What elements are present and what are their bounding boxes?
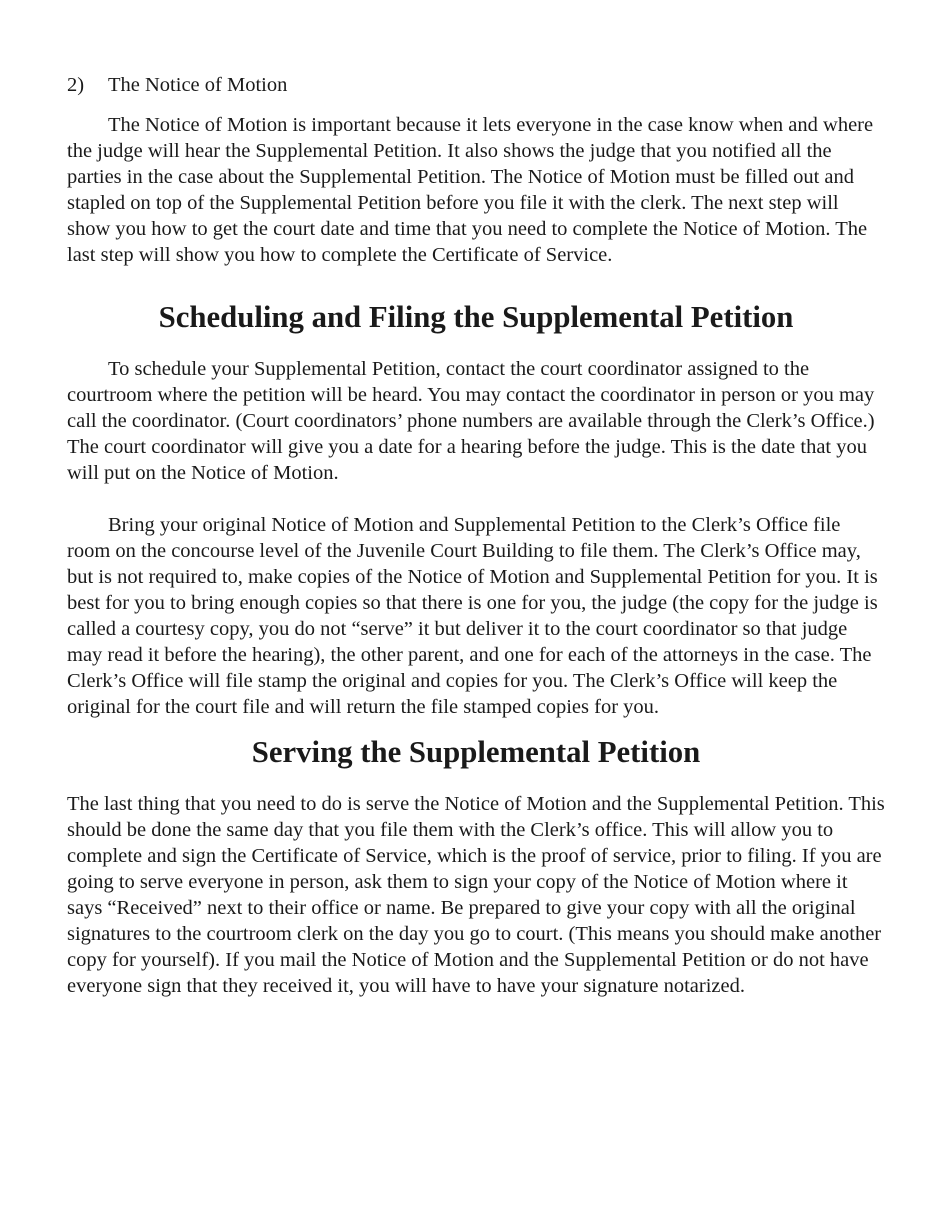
- scheduling-heading: Scheduling and Filing the Supplemental Petition: [158, 300, 794, 334]
- scheduling-paragraph: To schedule your Supplemental Petition, contact the court coordinator assigned to the courtroom where the petition will be heard. You may contact the coordinator in person or you may call the coordinator. (Court coordinators’ phone numbers are available through the Clerk’s Office.) The court coordinator will give you a date for a hearing before the judge. This is the date that you will put on the Notice of Motion.: [67, 358, 875, 484]
- item-number: 2): [67, 74, 85, 96]
- item-heading: [67, 72, 885, 98]
- serving-heading: Serving the Supplemental Petition: [251, 735, 701, 769]
- item-title: The Notice of Motion: [108, 74, 288, 96]
- filing-paragraph: Bring your original Notice of Motion and Supplemental Petition to the Clerk’s Office file room on the concourse level of the Juvenile Court Building to file them. The Clerk’s Office may, but is not required to, make copies of the Notice of Motion and Supplemental Petition for you. It is best for you to bring enough copies so that there is one for you, the judge (the copy for the judge is called a courtesy copy, you do not “serve” it but deliver it to the court coordinator so that judge may read it before the hearing), the other parent, and one for each of the attorneys in the case. The Clerk’s Office will file stamp the original and copies for you. The Clerk’s Office will keep the original for the court file and will return the file stamped copies for you.: [67, 514, 878, 718]
- serving-paragraph: The last thing that you need to do is serve the Notice of Motion and the Supplemental Petition. This should be done the same day that you file them with the Clerk’s office. This will allow you to complete and sign the Certificate of Service, which is the proof of service, prior to filing. If you are going to serve everyone in person, ask them to sign your copy of the Notice of Motion where it says “Received” next to their office or name. Be prepared to give your copy with all the original signatures to the courtroom clerk on the day you go to court. (This means you should make another copy for yourself). If you mail the Notice of Motion and the Supplemental Petition or do not have everyone sign that they received it, you will have to have your signature notarized.: [67, 793, 885, 997]
- document-page: [67, 72, 885, 999]
- notice-intro-paragraph: The Notice of Motion is important because it lets everyone in the case know when and where the judge will hear the Supplemental Petition. It also shows the judge that you notified all the parties in the case about the Supplemental Petition. The Notice of Motion must be filled out and stapled on top of the Supplemental Petition before you file it with the clerk. The next step will show you how to get the court date and time that you need to complete the Notice of Motion. The last step will show you how to complete the Certificate of Service.: [67, 114, 874, 266]
